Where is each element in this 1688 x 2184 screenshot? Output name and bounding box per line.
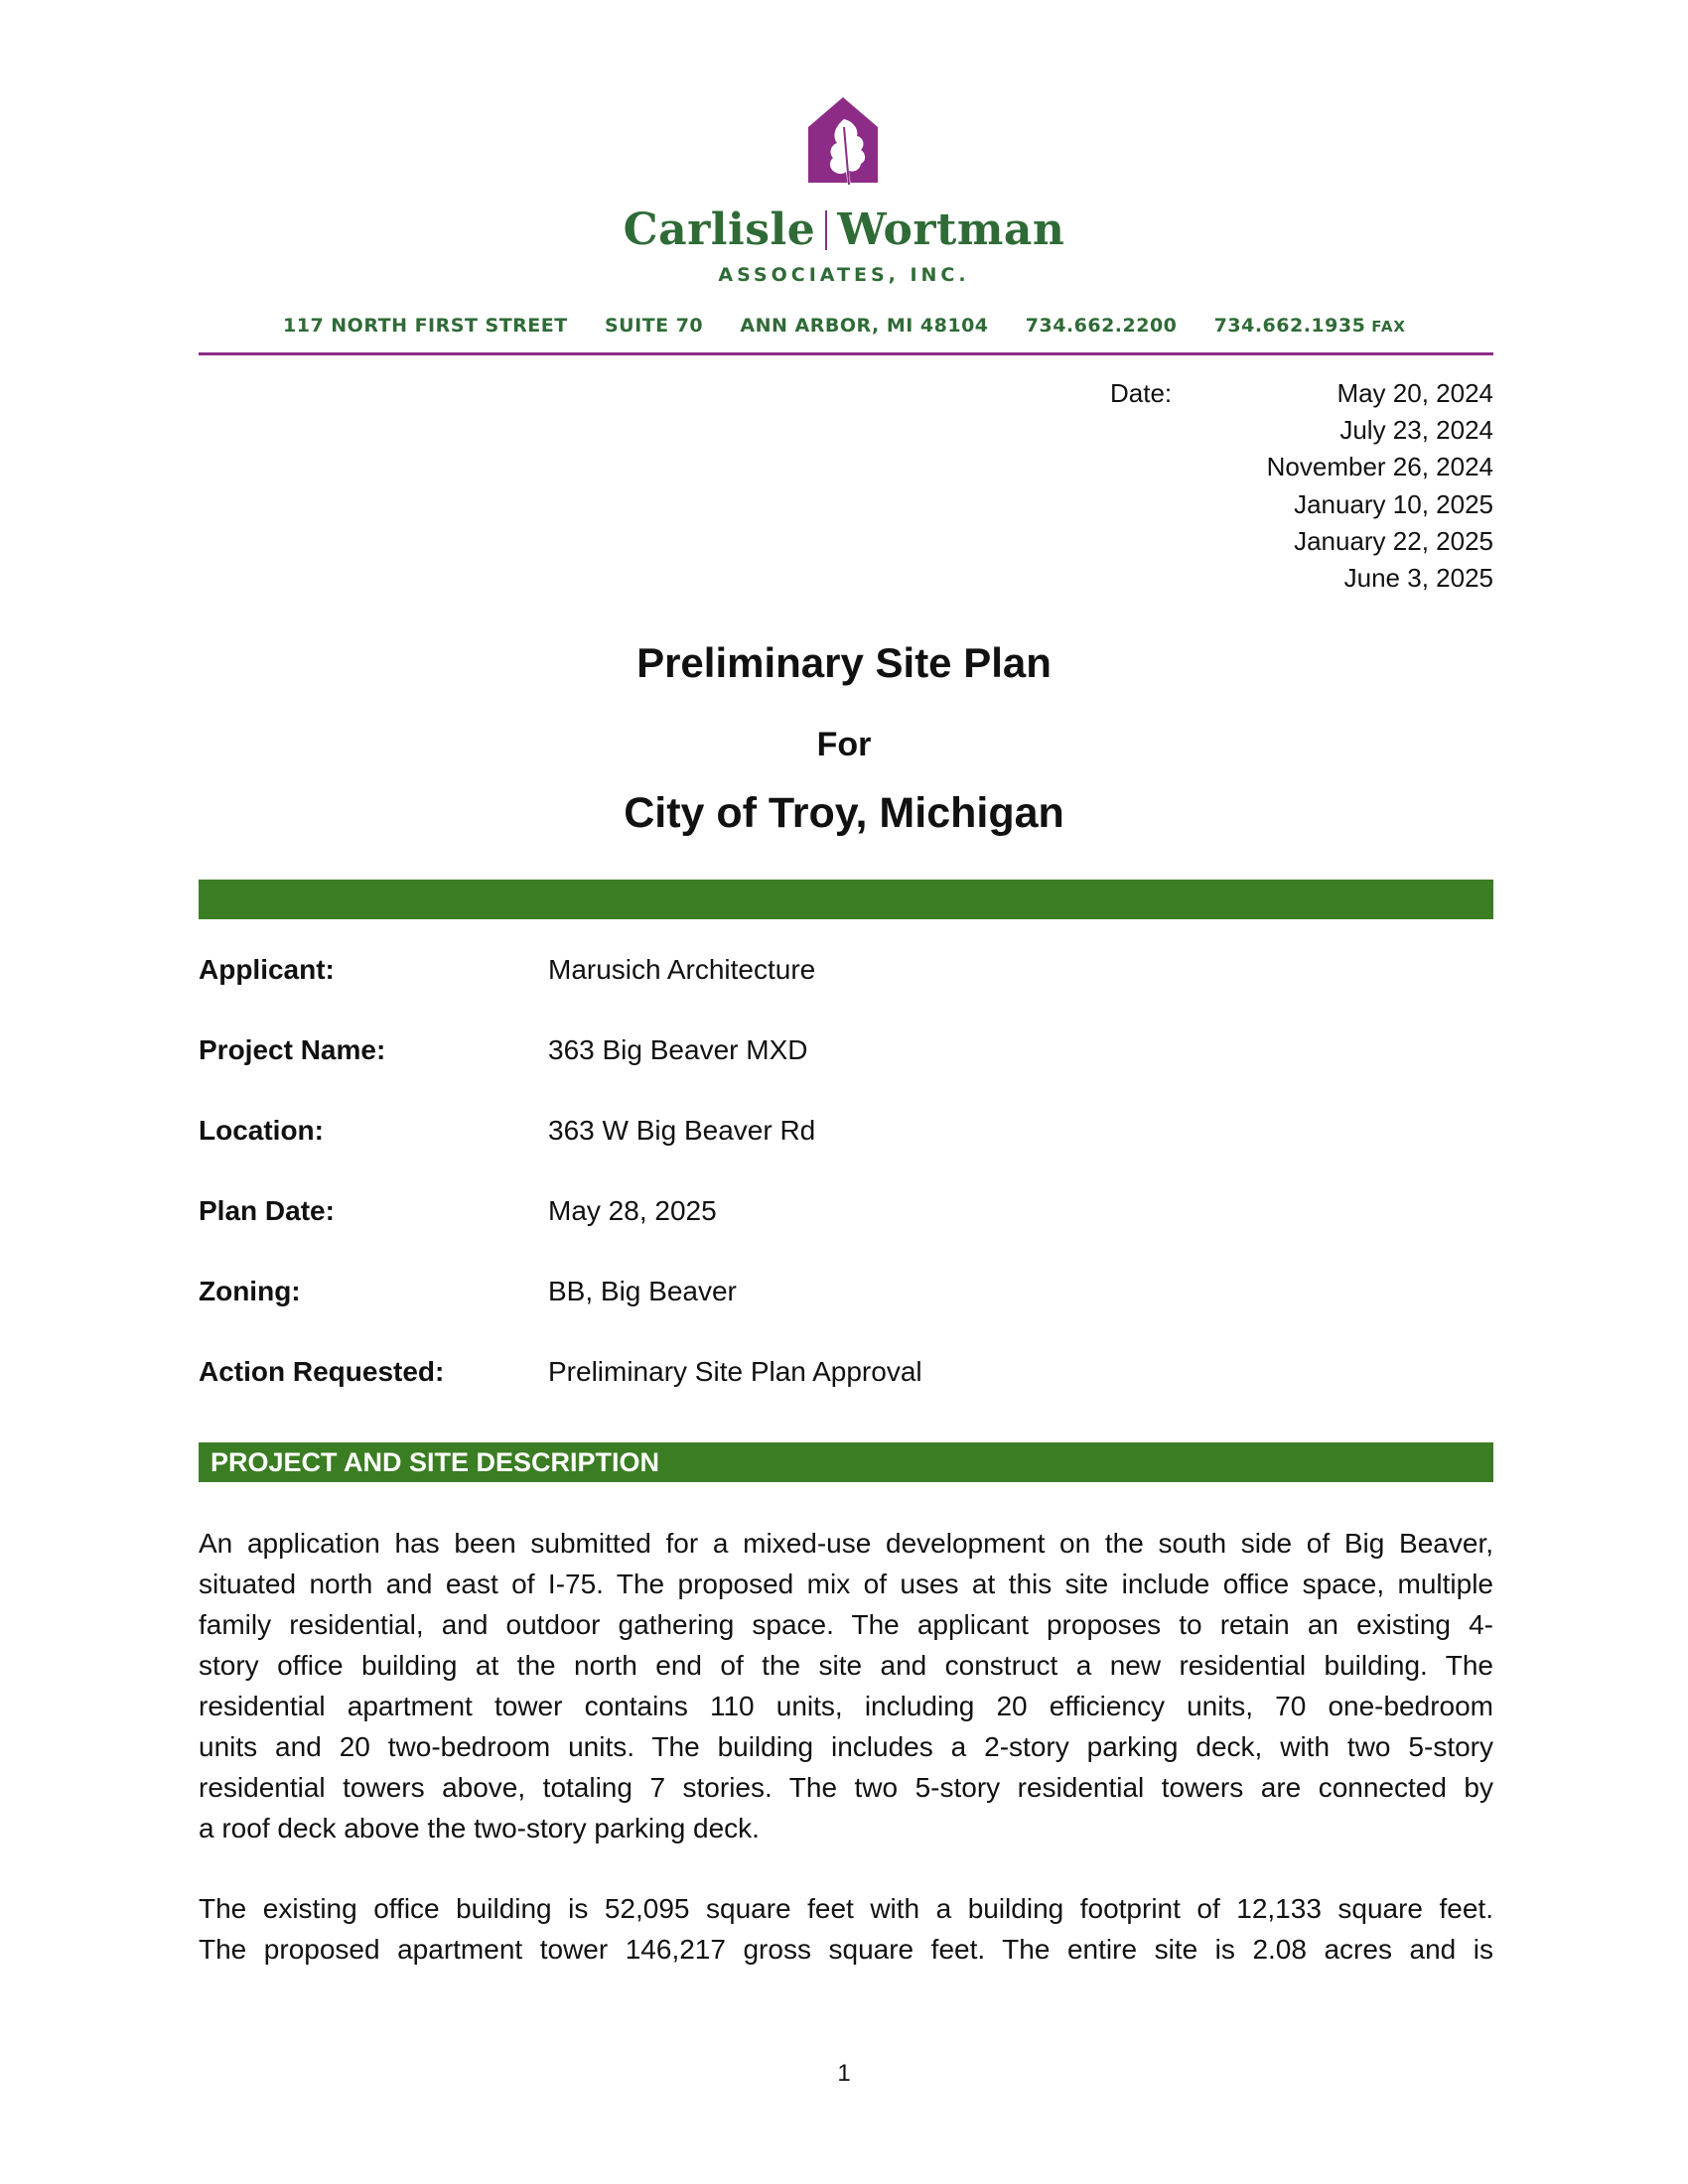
paragraph-line: The existing office building is 52,095 square feet with a building footprint of 12,133 square feet. [199, 1893, 1493, 1924]
field-location [199, 1111, 1493, 1151]
paragraph-line: An application has been submitted for a mixed-use development on the south side of Big Beaver, [199, 1528, 1493, 1559]
field-label: Plan Date: [199, 1195, 335, 1226]
paragraph-line: situated north and east of I-75. The proposed mix of uses at this site include office space, multiple [199, 1569, 1493, 1599]
field-project-name [199, 1030, 1493, 1070]
field-label: Location: [199, 1115, 324, 1146]
date-item: November 26, 2024 [1266, 452, 1493, 482]
paragraph-line: a roof deck above the two-story parking deck. [199, 1813, 760, 1843]
document-city: City of Troy, Michigan [624, 789, 1064, 837]
paragraph-project-description [199, 1523, 1493, 1848]
field-label: Action Requested: [199, 1356, 445, 1387]
paragraph-line: family residential, and outdoor gathering space. The applicant proposes to retain an existing 4- [199, 1609, 1493, 1640]
date-item: June 3, 2025 [1343, 563, 1493, 594]
firm-name-right: Wortman [837, 205, 1065, 255]
letterhead-address [199, 315, 1489, 337]
date-item: January 22, 2025 [1294, 525, 1493, 556]
field-plan-date [199, 1191, 1493, 1231]
address-street: 117 NORTH FIRST STREET [283, 315, 568, 337]
date-item: July 23, 2024 [1339, 415, 1493, 446]
paragraph-line: residential towers above, totaling 7 stories. The two 5-story residential towers are connected by [199, 1772, 1493, 1803]
field-value: Preliminary Site Plan Approval [548, 1356, 922, 1387]
paragraph-line: units and 20 two-bedroom units. The building includes a 2-story parking deck, with two 5-story [199, 1731, 1493, 1762]
document-title-for: For [816, 726, 872, 763]
field-action-requested [199, 1352, 1493, 1392]
firm-name-left: Carlisle [623, 205, 816, 255]
document-title: Preliminary Site Plan [636, 639, 1052, 686]
field-zoning [199, 1272, 1493, 1311]
house-oak-leaf-icon [806, 97, 880, 189]
field-applicant [199, 950, 1493, 990]
title-divider-bar [199, 880, 1493, 919]
field-label: Zoning: [199, 1276, 301, 1306]
field-value: Marusich Architecture [548, 954, 816, 985]
date-list [1267, 375, 1493, 597]
address-phone: 734.662.2200 [1025, 315, 1178, 337]
field-value: May 28, 2025 [548, 1195, 717, 1226]
field-value: BB, Big Beaver [548, 1276, 737, 1306]
date-item: May 20, 2024 [1336, 378, 1493, 408]
address-fax: 734.662.1935 [1213, 315, 1366, 337]
paragraph-line: residential apartment tower contains 110 units, including 20 efficiency units, 70 one-bedroom [199, 1691, 1493, 1721]
date-label: Date: [1110, 378, 1173, 408]
firm-subtitle: ASSOCIATES, INC. [718, 264, 970, 286]
field-label: Project Name: [199, 1034, 386, 1065]
page-number: 1 [837, 2060, 851, 2087]
address-fax-group [1214, 315, 1406, 337]
address-city: ANN ARBOR, MI 48104 [740, 315, 989, 337]
field-value: 363 W Big Beaver Rd [548, 1115, 816, 1146]
paragraph-line: story office building at the north end of the site and construct a new residential building. The [199, 1650, 1493, 1681]
address-fax-label: FAX [1371, 318, 1406, 336]
date-item: January 10, 2025 [1294, 488, 1493, 519]
paragraph-line: The proposed apartment tower 146,217 gross square feet. The entire site is 2.08 acres and is [199, 1934, 1493, 1965]
paragraph-building-size [199, 1888, 1493, 1970]
section-header: PROJECT AND SITE DESCRIPTION [199, 1442, 1493, 1482]
firm-name [0, 203, 1688, 258]
letterhead-rule [199, 352, 1493, 355]
field-value: 363 Big Beaver MXD [548, 1034, 808, 1065]
field-label: Applicant: [199, 954, 335, 985]
firm-name-separator [825, 210, 827, 250]
address-suite: SUITE 70 [604, 315, 704, 337]
